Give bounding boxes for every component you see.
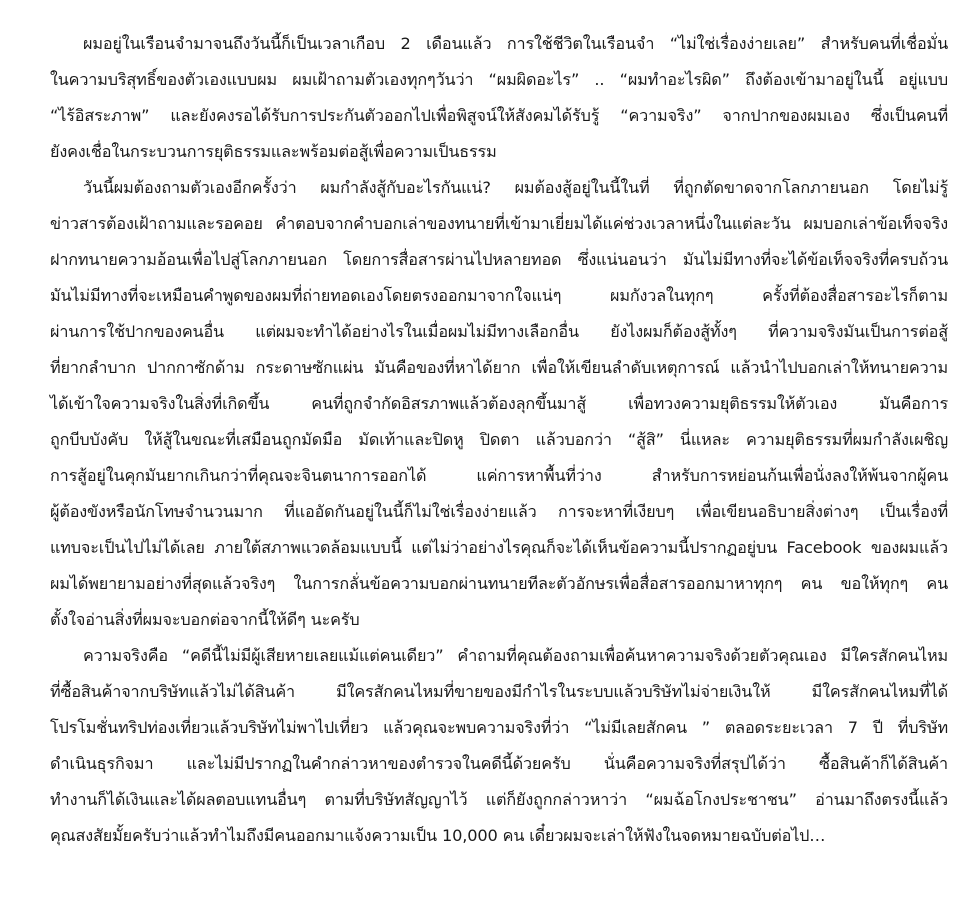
paragraph-line: คุณสงสัยมั้ยครับว่าแล้วทำไมถึงมีคนออกมาแจ้งความเป็น 10,000 คน เดี๋ยวผมจะเล่าให้ฟังในจดหมายฉบับต่อไป…: [50, 826, 826, 845]
paragraph-line: วันนี้ผมต้องถามตัวเองอีกครั้งว่า ผมกำลังสู้กับอะไรกันแน่? ผมต้องสู้อยู่ในนี้ในที่ ที่ถูกตัดขาดจากโลกภายนอก โดยไม่รู้: [83, 178, 948, 197]
paragraph-line: ทำงานก็ได้เงินและได้ผลตอบแทนอื่นๆ ตามที่บริษัทสัญญาไว้ แต่ก็ยังถูกกล่าวหาว่า “ผมฉ้อโกงประชาชน” อ่านมาถึงตรงนี้แล้ว: [50, 790, 948, 809]
paragraph-line: ฝากทนายความอ้อนเพื่อไปสู่โลกภายนอก โดยการสื่อสารผ่านไปหลายทอด ซึ่งแน่นอนว่า มันไม่มีทางที่จะได้ข้อเท็จจริงที่ครบถ้วน: [50, 250, 948, 269]
paragraph-line: ถูกบีบบังคับ ให้สู้ในขณะที่เสมือนถูกมัดมือ มัดเท้าและปิดหู ปิดตา แล้วบอกว่า “สู้สิ” นี่แหละ ความยุติธรรมที่ผมกำลังเผชิญ: [50, 430, 948, 449]
paragraph-line: ที่ยากลำบาก ปากกาซักด้าม กระดาษซักแผ่น มันคือของที่หาได้ยาก เพื่อให้เขียนลำดับเหตุการณ์ แล้วนำไปบอกเล่าให้ทนายความ: [50, 358, 948, 377]
paragraph-line: ผ่านการใช้ปากของคนอื่น แต่ผมจะทำได้อย่างไรในเมื่อผมไม่มีทางเลือกอื่น ยังไงผมก็ต้องสู้ทั้งๆ ที่ความจริงมันเป็นการต่อสู้: [50, 322, 948, 341]
paragraph-line: ความจริงคือ “คดีนี้ไม่มีผู้เสียหายเลยแม้แต่คนเดียว” คำถามที่คุณต้องถามเพื่อค้นหาความจริงด้วยตัวคุณเอง มีใครสักคนไหม: [83, 646, 948, 665]
paragraph-3: [50, 638, 948, 854]
paragraph-line: มันไม่มีทางที่จะเหมือนคำพูดของผมที่ถ่ายทอดเองโดยตรงออกมาจากใจแน่ๆ ผมกังวลในทุกๆ ครั้งที่ต้องสื่อสารอะไรก็ตาม: [50, 286, 948, 305]
paragraph-line: ดำเนินธุรกิจมา และไม่มีปรากฏในคำกล่าวหาของตำรวจในคดีนี้ด้วยครับ นั่นคือความจริงที่สรุปได้ว่า ซื้อสินค้าก็ได้สินค้า: [50, 754, 948, 773]
paragraph-line: การสู้อยู่ในคุกมันยากเกินกว่าที่คุณจะจินตนาการออกได้ แค่การหาพื้นที่ว่าง สำหรับการหย่อนก้นเพื่อนั่งลงให้พ้นจากผู้คน: [50, 466, 948, 485]
paragraph-line: ข่าวสารต้องเฝ้าถามและรอคอย คำตอบจากคำบอกเล่าของทนายที่เข้ามาเยี่ยมได้แค่ช่วงเวลาหนึ่งในแต่ละวัน ผมบอกเล่าข้อเท็จจริง: [50, 214, 948, 233]
paragraph-line: แทบจะเป็นไปไม่ได้เลย ภายใต้สภาพแวดล้อมแบบนี้ แต่ไม่ว่าอย่างไรคุณก็จะได้เห็นข้อความนี้ปรากฏอยู่บน Facebook ของผมแล้ว: [50, 538, 948, 557]
paragraph-line: ตั้งใจอ่านสิ่งที่ผมจะบอกต่อจากนี้ให้ดีๆ นะครับ: [50, 610, 360, 629]
paragraph-1: [50, 26, 948, 170]
paragraph-line: ได้เข้าใจความจริงในสิ่งที่เกิดขึ้น คนที่ถูกจำกัดอิสรภาพแล้วต้องลุกขึ้นมาสู้ เพื่อทวงความยุติธรรมให้ตัวเอง มันคือการ: [50, 394, 948, 413]
paragraph-line: โปรโมชั่นทริปท่องเที่ยวแล้วบริษัทไม่พาไปเที่ยว แล้วคุณจะพบความจริงที่ว่า “ไม่มีเลยสักคน ” ตลอดระยะเวลา 7 ปี ที่บริษัท: [50, 718, 948, 737]
paragraph-line: ในความบริสุทธิ์ของตัวเองแบบผม ผมเฝ้าถามตัวเองทุกๆวันว่า “ผมผิดอะไร” .. “ผมทำอะไรผิด” ถึงต้องเข้ามาอยู่ในนี้ อยู่แบบ: [50, 70, 948, 89]
paragraph-line: ผมได้พยายามอย่างที่สุดแล้วจริงๆ ในการกลั่นข้อความบอกผ่านทนายทีละตัวอักษรเพื่อสื่อสารออกมาหาทุกๆ คน ขอให้ทุกๆ คน: [50, 574, 948, 593]
paragraph-line: “ไร้อิสระภาพ” และยังคงรอได้รับการประกันตัวออกไปเพื่อพิสูจน์ให้สังคมได้รับรู้ “ความจริง” จากปากของผมเอง ซึ่งเป็นคนที่: [50, 106, 948, 125]
paragraph-line: ที่ซื้อสินค้าจากบริษัทแล้วไม่ได้สินค้า มีใครสักคนไหมที่ขายของมีกำไรในระบบแล้วบริษัทไม่จ่ายเงินให้ มีใครสักคนไหมที่ได้: [50, 682, 948, 701]
paragraph-line: ผู้ต้องขังหรือนักโทษจำนวนมาก ที่แออัดกันอยู่ในนี้ก็ไม่ใช่เรื่องง่ายแล้ว การจะหาที่เงียบๆ เพื่อเขียนอธิบายสิ่งต่างๆ เป็นเรื่องที่: [50, 502, 948, 521]
paragraph-line: ผมอยู่ในเรือนจำมาจนถึงวันนี้ก็เป็นเวลาเกือบ 2 เดือนแล้ว การใช้ชีวิตในเรือนจำ “ไม่ใช่เรื่องง่ายเลย” สำหรับคนที่เชื่อมั่น: [83, 34, 948, 53]
paragraph-line: ยังคงเชื่อในกระบวนการยุติธรรมและพร้อมต่อสู้เพื่อความเป็นธรรม: [50, 142, 497, 161]
letter-document: [50, 26, 948, 854]
paragraph-2: [50, 170, 948, 638]
